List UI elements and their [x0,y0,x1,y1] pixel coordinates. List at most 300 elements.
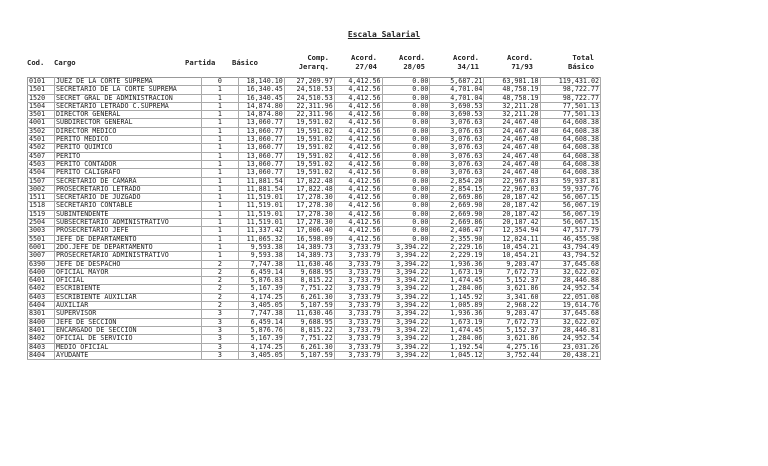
cell-comp-jerarq: 19,591.02 [284,144,334,152]
cell-acord-3411: 2,355.90 [430,235,484,243]
cell-cargo: PERITO CONTADOR [55,160,202,168]
cell-cargo: SECRETARIO DE JUZGADO [55,194,202,202]
table-row [28,219,601,227]
table-row [28,285,601,293]
cell-acord-2805: 3,394.22 [382,293,430,301]
cell-total-basico: 43,794.49 [540,243,600,251]
cell-cargo: OFICIAL DE SERVICIO [55,335,202,343]
cell-partida: 1 [201,160,238,168]
cell-cargo: DIRECTOR GENERAL [55,111,202,119]
cell-acord-2704: 3,733.79 [334,252,382,260]
cell-cod: 4503 [28,160,55,168]
cell-partida: 1 [201,111,238,119]
table-row [28,194,601,202]
cell-acord-2805: 3,394.22 [382,343,430,351]
cell-comp-jerarq: 5,107.59 [284,351,334,359]
header-cod: Cod. [27,58,45,67]
cell-acord-7193: 20,187.42 [484,219,540,227]
cell-acord-7193: 4,275.16 [484,343,540,351]
cell-cod: 3501 [28,111,55,119]
cell-acord-7193: 24,467.40 [484,152,540,160]
cell-total-basico: 24,952.54 [540,285,600,293]
cell-acord-2704: 4,412.56 [334,136,382,144]
cell-partida: 3 [201,351,238,359]
cell-comp-jerarq: 16,598.09 [284,235,334,243]
cell-acord-2704: 3,733.79 [334,318,382,326]
cell-acord-7193: 24,467.40 [484,144,540,152]
cell-basico: 5,876.83 [239,277,285,285]
cell-cod: 6403 [28,293,55,301]
cell-acord-7193: 12,354.94 [484,227,540,235]
cell-acord-7193: 20,187.42 [484,194,540,202]
cell-cargo: PERITO MEDICO [55,136,202,144]
cell-cargo: ESCRIBIENTE [55,285,202,293]
page-title: Escala Salarial [347,30,421,39]
cell-acord-2704: 3,733.79 [334,326,382,334]
cell-cargo: SECRETARIO CONTABLE [55,202,202,210]
cell-total-basico: 37,645.68 [540,310,600,318]
cell-acord-2704: 4,412.56 [334,94,382,102]
cell-total-basico: 37,645.68 [540,260,600,268]
table-row [28,144,601,152]
cell-acord-2805: 0.00 [382,169,430,177]
cell-acord-3411: 3,076.63 [430,152,484,160]
cell-total-basico: 46,455.98 [540,235,600,243]
cell-cod: 8400 [28,318,55,326]
table-row [28,127,601,135]
table-row [28,326,601,334]
cell-cod: 6402 [28,285,55,293]
table-row [28,119,601,127]
cell-comp-jerarq: 24,510.53 [284,94,334,102]
cell-acord-2704: 4,412.56 [334,119,382,127]
cell-cod: 3007 [28,252,55,260]
cell-acord-7193: 3,621.86 [484,285,540,293]
cell-total-basico: 32,622.02 [540,318,600,326]
cell-acord-3411: 1,936.36 [430,310,484,318]
table-row [28,102,601,110]
cell-basico: 7,747.38 [239,310,285,318]
cell-acord-3411: 1,284.06 [430,335,484,343]
cell-acord-2805: 0.00 [382,144,430,152]
cell-acord-7193: 5,152.37 [484,326,540,334]
cell-acord-7193: 32,211.28 [484,102,540,110]
table-row [28,318,601,326]
cell-acord-2805: 0.00 [382,177,430,185]
cell-comp-jerarq: 17,278.30 [284,202,334,210]
cell-basico: 18,140.10 [239,78,285,86]
table-row [28,185,601,193]
cell-cargo: JEFE DE DEPARTAMENTO [55,235,202,243]
cell-total-basico: 64,608.38 [540,152,600,160]
cell-acord-2805: 0.00 [382,235,430,243]
cell-partida: 1 [201,102,238,110]
cell-comp-jerarq: 7,751.22 [284,335,334,343]
cell-comp-jerarq: 27,209.97 [284,78,334,86]
cell-acord-2805: 3,394.22 [382,318,430,326]
cell-acord-3411: 1,936.36 [430,260,484,268]
cell-partida: 1 [201,194,238,202]
cell-basico: 6,459.14 [239,318,285,326]
cell-comp-jerarq: 22,311.96 [284,102,334,110]
cell-partida: 2 [201,260,238,268]
cell-acord-3411: 2,229.16 [430,243,484,251]
cell-cod: 4507 [28,152,55,160]
cell-acord-3411: 1,192.54 [430,343,484,351]
cell-partida: 2 [201,277,238,285]
cell-cod: 8401 [28,326,55,334]
cell-acord-2805: 3,394.22 [382,351,430,359]
cell-total-basico: 59,937.76 [540,185,600,193]
cell-partida: 1 [201,127,238,135]
cell-basico: 11,519.01 [239,194,285,202]
cell-acord-3411: 3,690.53 [430,111,484,119]
cell-cargo: AUXILIAR [55,302,202,310]
cell-acord-7193: 5,152.37 [484,277,540,285]
cell-acord-7193: 7,672.73 [484,318,540,326]
cell-partida: 1 [201,119,238,127]
table-row [28,277,601,285]
cell-partida: 3 [201,335,238,343]
cell-comp-jerarq: 24,510.53 [284,86,334,94]
cell-partida: 1 [201,86,238,94]
cell-comp-jerarq: 19,591.02 [284,152,334,160]
cell-partida: 2 [201,285,238,293]
table-row [28,252,601,260]
cell-acord-7193: 3,621.86 [484,335,540,343]
cell-acord-2704: 3,733.79 [334,268,382,276]
cell-acord-2805: 0.00 [382,185,430,193]
cell-partida: 3 [201,343,238,351]
cell-total-basico: 56,067.19 [540,210,600,218]
cell-total-basico: 77,501.13 [540,111,600,119]
cell-basico: 3,405.05 [239,351,285,359]
cell-cargo: PERITO QUIMICO [55,144,202,152]
header-acord-2704: Acord. 27/04 [351,53,377,71]
cell-comp-jerarq: 11,630.46 [284,310,334,318]
cell-basico: 9,593.38 [239,243,285,251]
cell-acord-3411: 1,045.12 [430,351,484,359]
cell-comp-jerarq: 19,591.02 [284,127,334,135]
cell-comp-jerarq: 17,278.30 [284,210,334,218]
cell-acord-2704: 3,733.79 [334,277,382,285]
cell-acord-2805: 0.00 [382,111,430,119]
cell-basico: 6,459.14 [239,268,285,276]
cell-cargo: AYUDANTE [55,351,202,359]
table-header [27,53,602,73]
salary-table [27,77,601,360]
cell-acord-3411: 3,076.63 [430,169,484,177]
cell-cargo: OFICIAL MAYOR [55,268,202,276]
cell-cod: 1507 [28,177,55,185]
cell-acord-3411: 1,474.45 [430,326,484,334]
cell-acord-7193: 9,203.47 [484,260,540,268]
cell-partida: 2 [201,293,238,301]
cell-basico: 11,881.54 [239,185,285,193]
cell-basico: 11,065.32 [239,235,285,243]
cell-acord-7193: 24,467.40 [484,160,540,168]
cell-acord-3411: 3,076.63 [430,119,484,127]
cell-comp-jerarq: 14,389.73 [284,252,334,260]
table-row [28,202,601,210]
cell-acord-2704: 3,733.79 [334,310,382,318]
cell-partida: 1 [201,177,238,185]
cell-basico: 5,167.39 [239,285,285,293]
table-row [28,260,601,268]
cell-basico: 13,060.77 [239,160,285,168]
table-row [28,111,601,119]
cell-acord-2805: 3,394.22 [382,243,430,251]
cell-acord-2704: 4,412.56 [334,177,382,185]
cell-acord-7193: 22,967.03 [484,177,540,185]
cell-acord-3411: 2,669.90 [430,202,484,210]
cell-cargo: JEFE DE SECCION [55,318,202,326]
cell-comp-jerarq: 9,688.95 [284,268,334,276]
cell-basico: 16,340.45 [239,94,285,102]
cell-cod: 1511 [28,194,55,202]
cell-partida: 2 [201,302,238,310]
cell-basico: 5,167.39 [239,335,285,343]
cell-acord-3411: 2,854.15 [430,185,484,193]
cell-cod: 4001 [28,119,55,127]
cell-cargo: SUBDIRECTOR GENERAL [55,119,202,127]
cell-acord-2704: 3,733.79 [334,335,382,343]
cell-acord-2704: 3,733.79 [334,343,382,351]
table-row [28,335,601,343]
cell-acord-2805: 0.00 [382,136,430,144]
cell-acord-2805: 0.00 [382,152,430,160]
cell-acord-7193: 10,454.21 [484,252,540,260]
cell-acord-3411: 3,690.53 [430,102,484,110]
cell-cod: 8404 [28,351,55,359]
cell-partida: 1 [201,136,238,144]
table-row [28,160,601,168]
cell-cargo: PROSECRETARIO ADMINISTRATIVO [55,252,202,260]
cell-acord-2704: 3,733.79 [334,302,382,310]
cell-total-basico: 98,722.77 [540,86,600,94]
cell-total-basico: 19,614.76 [540,302,600,310]
cell-acord-7193: 7,672.73 [484,268,540,276]
table-row [28,210,601,218]
cell-acord-3411: 2,406.47 [430,227,484,235]
cell-acord-2704: 4,412.56 [334,185,382,193]
cell-basico: 11,519.01 [239,219,285,227]
cell-acord-3411: 4,701.04 [430,94,484,102]
header-acord-7193: Acord. 71/93 [507,53,533,71]
cell-comp-jerarq: 17,822.48 [284,185,334,193]
cell-acord-2805: 0.00 [382,86,430,94]
table-row [28,243,601,251]
cell-total-basico: 64,608.38 [540,136,600,144]
cell-comp-jerarq: 19,591.02 [284,119,334,127]
header-acord-3411: Acord. 34/11 [453,53,479,71]
cell-partida: 1 [201,144,238,152]
cell-acord-2704: 4,412.56 [334,152,382,160]
cell-acord-2805: 3,394.22 [382,310,430,318]
header-acord-2805: Acord. 28/05 [399,53,425,71]
cell-partida: 2 [201,268,238,276]
table-row [28,302,601,310]
cell-basico: 11,337.42 [239,227,285,235]
cell-acord-2805: 0.00 [382,119,430,127]
header-basico: Básico [232,58,258,67]
cell-acord-3411: 3,076.63 [430,160,484,168]
cell-cargo: SECRETARIO DE LA CORTE SUPREMA [55,86,202,94]
cell-cod: 3003 [28,227,55,235]
cell-cargo: SUBINTENDENTE [55,210,202,218]
cell-comp-jerarq: 9,688.95 [284,318,334,326]
cell-acord-2805: 0.00 [382,219,430,227]
table-row [28,177,601,185]
cell-acord-7193: 32,211.28 [484,111,540,119]
cell-partida: 1 [201,169,238,177]
cell-acord-2704: 4,412.56 [334,169,382,177]
cell-basico: 14,874.80 [239,102,285,110]
cell-cargo: JEFE DE DESPACHO [55,260,202,268]
cell-acord-2704: 3,733.79 [334,285,382,293]
cell-comp-jerarq: 6,261.30 [284,293,334,301]
cell-cod: 4501 [28,136,55,144]
cell-partida: 1 [201,185,238,193]
cell-basico: 13,060.77 [239,127,285,135]
cell-partida: 1 [201,219,238,227]
cell-cod: 0101 [28,78,55,86]
cell-cod: 1504 [28,102,55,110]
cell-comp-jerarq: 17,006.40 [284,227,334,235]
cell-cargo: DIRECTOR MEDICO [55,127,202,135]
cell-comp-jerarq: 8,815.22 [284,277,334,285]
cell-acord-7193: 22,967.03 [484,185,540,193]
cell-acord-2704: 4,412.56 [334,210,382,218]
cell-total-basico: 24,952.54 [540,335,600,343]
cell-acord-3411: 1,145.92 [430,293,484,301]
cell-acord-2704: 4,412.56 [334,127,382,135]
cell-acord-3411: 1,474.45 [430,277,484,285]
cell-total-basico: 47,517.79 [540,227,600,235]
cell-acord-2805: 0.00 [382,102,430,110]
cell-comp-jerarq: 17,278.30 [284,219,334,227]
cell-acord-3411: 3,076.63 [430,127,484,135]
cell-acord-2805: 0.00 [382,160,430,168]
cell-partida: 0 [201,78,238,86]
cell-acord-3411: 1,673.19 [430,268,484,276]
cell-cargo: PERITO [55,152,202,160]
cell-acord-2805: 0.00 [382,127,430,135]
header-comp-jerarq: Comp. Jerarq. [298,53,329,71]
table-row [28,94,601,102]
table-row [28,293,601,301]
cell-cargo: SECRETARIO DE CAMARA [55,177,202,185]
cell-acord-2704: 4,412.56 [334,235,382,243]
cell-basico: 13,060.77 [239,152,285,160]
cell-acord-2704: 4,412.56 [334,202,382,210]
cell-comp-jerarq: 14,389.73 [284,243,334,251]
cell-cargo: OFICIAL [55,277,202,285]
cell-partida: 1 [201,210,238,218]
cell-acord-2805: 3,394.22 [382,285,430,293]
cell-partida: 1 [201,94,238,102]
cell-acord-2805: 0.00 [382,78,430,86]
cell-basico: 14,874.80 [239,111,285,119]
cell-acord-2704: 3,733.79 [334,293,382,301]
cell-basico: 9,593.38 [239,252,285,260]
cell-acord-7193: 24,467.40 [484,119,540,127]
cell-acord-2704: 3,733.79 [334,243,382,251]
table-row [28,268,601,276]
cell-acord-2805: 3,394.22 [382,302,430,310]
cell-acord-2805: 3,394.22 [382,335,430,343]
cell-cargo: 2DO.JEFE DE DEPARTAMENTO [55,243,202,251]
cell-total-basico: 64,608.38 [540,127,600,135]
cell-acord-7193: 20,187.42 [484,210,540,218]
cell-comp-jerarq: 19,591.02 [284,160,334,168]
cell-acord-3411: 2,669.86 [430,194,484,202]
cell-partida: 3 [201,326,238,334]
cell-acord-2805: 3,394.22 [382,326,430,334]
cell-cod: 4504 [28,169,55,177]
cell-acord-3411: 4,701.04 [430,86,484,94]
cell-comp-jerarq: 19,591.02 [284,136,334,144]
cell-comp-jerarq: 5,107.59 [284,302,334,310]
cell-acord-2805: 3,394.22 [382,252,430,260]
cell-partida: 1 [201,152,238,160]
cell-basico: 4,174.25 [239,293,285,301]
cell-acord-2805: 3,394.22 [382,277,430,285]
cell-basico: 13,060.77 [239,144,285,152]
cell-acord-2704: 4,412.56 [334,194,382,202]
cell-cod: 6400 [28,268,55,276]
cell-comp-jerarq: 22,311.96 [284,111,334,119]
cell-cod: 1520 [28,94,55,102]
cell-acord-3411: 2,669.86 [430,219,484,227]
cell-cargo: SECRET GRAL DE ADMINISTRACION [55,94,202,102]
cell-acord-7193: 24,467.40 [484,169,540,177]
cell-cod: 6001 [28,243,55,251]
cell-cargo: PROSECRETARIO LETRADO [55,185,202,193]
cell-acord-2805: 0.00 [382,202,430,210]
cell-comp-jerarq: 17,278.30 [284,194,334,202]
cell-cargo: MEDIO OFICIAL [55,343,202,351]
cell-acord-7193: 12,024.11 [484,235,540,243]
cell-basico: 13,060.77 [239,169,285,177]
cell-acord-2704: 4,412.56 [334,86,382,94]
table-row [28,227,601,235]
cell-cod: 3502 [28,127,55,135]
cell-partida: 1 [201,252,238,260]
cell-basico: 16,340.45 [239,86,285,94]
cell-total-basico: 28,446.88 [540,277,600,285]
cell-cod: 1518 [28,202,55,210]
cell-total-basico: 32,622.02 [540,268,600,276]
table-row [28,310,601,318]
cell-acord-7193: 24,467.40 [484,127,540,135]
cell-acord-2704: 4,412.56 [334,227,382,235]
cell-total-basico: 64,608.38 [540,119,600,127]
cell-cod: 8301 [28,310,55,318]
cell-cod: 6401 [28,277,55,285]
cell-acord-3411: 2,229.19 [430,252,484,260]
cell-partida: 3 [201,318,238,326]
table-row [28,136,601,144]
cell-acord-7193: 9,203.47 [484,310,540,318]
cell-cod: 6390 [28,260,55,268]
cell-acord-7193: 24,467.40 [484,136,540,144]
cell-total-basico: 64,608.38 [540,169,600,177]
cell-basico: 11,519.01 [239,202,285,210]
cell-total-basico: 22,051.08 [540,293,600,301]
header-total-basico: Total Básico [568,53,594,71]
cell-basico: 4,174.25 [239,343,285,351]
